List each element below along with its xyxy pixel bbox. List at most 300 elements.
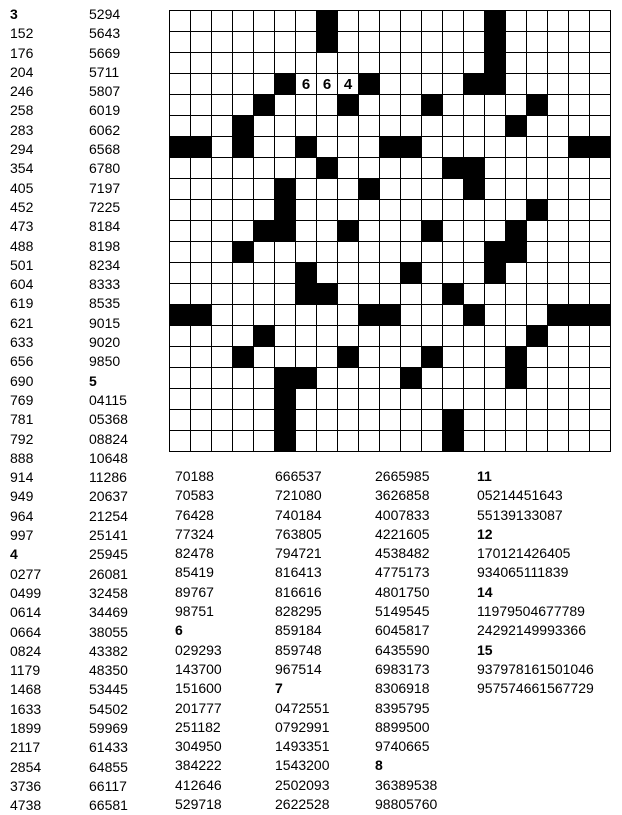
grid-cell[interactable] xyxy=(338,11,359,32)
grid-cell[interactable] xyxy=(590,242,611,263)
grid-cell[interactable] xyxy=(296,32,317,53)
grid-cell[interactable] xyxy=(464,116,485,137)
grid-cell[interactable] xyxy=(485,137,506,158)
grid-cell[interactable] xyxy=(443,221,464,242)
grid-cell[interactable] xyxy=(590,158,611,179)
grid-cell[interactable] xyxy=(569,368,590,389)
grid-cell[interactable] xyxy=(233,74,254,95)
grid-cell[interactable] xyxy=(170,284,191,305)
grid-cell[interactable] xyxy=(191,200,212,221)
grid-cell[interactable] xyxy=(506,179,527,200)
grid-cell[interactable] xyxy=(380,221,401,242)
grid-cell[interactable] xyxy=(317,242,338,263)
grid-cell[interactable] xyxy=(275,137,296,158)
grid-cell[interactable] xyxy=(548,32,569,53)
grid-cell[interactable] xyxy=(443,347,464,368)
grid-cell[interactable] xyxy=(422,431,443,452)
grid-cell[interactable] xyxy=(590,389,611,410)
grid-cell[interactable] xyxy=(233,200,254,221)
grid-cell[interactable] xyxy=(233,431,254,452)
grid-cell[interactable] xyxy=(212,200,233,221)
grid-cell[interactable] xyxy=(422,242,443,263)
grid-cell[interactable] xyxy=(338,200,359,221)
grid-cell[interactable] xyxy=(317,95,338,116)
grid-cell[interactable] xyxy=(548,263,569,284)
grid-cell[interactable] xyxy=(275,263,296,284)
grid-cell[interactable] xyxy=(254,347,275,368)
grid-cell[interactable] xyxy=(296,179,317,200)
grid-cell[interactable] xyxy=(254,179,275,200)
grid-cell[interactable] xyxy=(548,347,569,368)
grid-cell[interactable] xyxy=(485,347,506,368)
grid-cell[interactable] xyxy=(317,326,338,347)
grid-cell[interactable] xyxy=(569,95,590,116)
grid-cell[interactable] xyxy=(527,137,548,158)
grid-cell[interactable] xyxy=(317,137,338,158)
grid-cell[interactable] xyxy=(170,158,191,179)
grid-cell[interactable] xyxy=(464,53,485,74)
grid-cell[interactable] xyxy=(485,179,506,200)
grid-cell[interactable] xyxy=(548,389,569,410)
grid-cell[interactable] xyxy=(275,305,296,326)
grid-cell[interactable] xyxy=(359,116,380,137)
grid-cell[interactable] xyxy=(464,95,485,116)
grid-cell[interactable] xyxy=(338,326,359,347)
grid-cell[interactable] xyxy=(233,263,254,284)
grid-cell[interactable] xyxy=(527,179,548,200)
grid-cell[interactable] xyxy=(527,11,548,32)
grid-cell[interactable] xyxy=(506,53,527,74)
grid-cell[interactable] xyxy=(527,74,548,95)
grid-cell[interactable] xyxy=(212,368,233,389)
grid-cell[interactable] xyxy=(254,200,275,221)
grid-cell[interactable] xyxy=(485,158,506,179)
grid-cell[interactable] xyxy=(506,11,527,32)
grid-cell[interactable] xyxy=(590,32,611,53)
grid-cell[interactable] xyxy=(191,53,212,74)
grid-cell[interactable]: 6 xyxy=(317,74,338,95)
grid-cell[interactable] xyxy=(422,368,443,389)
grid-cell[interactable] xyxy=(443,179,464,200)
grid-cell[interactable] xyxy=(317,200,338,221)
grid-cell[interactable] xyxy=(317,347,338,368)
grid-cell[interactable] xyxy=(296,95,317,116)
grid-cell[interactable] xyxy=(338,284,359,305)
grid-cell[interactable] xyxy=(380,431,401,452)
grid-cell[interactable] xyxy=(338,305,359,326)
grid-cell[interactable] xyxy=(359,95,380,116)
grid-cell[interactable] xyxy=(170,179,191,200)
grid-cell[interactable] xyxy=(401,74,422,95)
grid-cell[interactable] xyxy=(380,53,401,74)
grid-cell[interactable] xyxy=(359,53,380,74)
grid-cell[interactable] xyxy=(590,116,611,137)
grid-cell[interactable] xyxy=(401,326,422,347)
grid-cell[interactable] xyxy=(443,116,464,137)
grid-cell[interactable] xyxy=(506,431,527,452)
grid-cell[interactable] xyxy=(170,410,191,431)
grid-cell[interactable] xyxy=(464,221,485,242)
grid-cell[interactable] xyxy=(443,95,464,116)
grid-cell[interactable] xyxy=(569,284,590,305)
grid-cell[interactable] xyxy=(254,305,275,326)
grid-cell[interactable] xyxy=(548,431,569,452)
grid-cell[interactable] xyxy=(590,284,611,305)
grid-cell[interactable] xyxy=(548,242,569,263)
grid-cell[interactable] xyxy=(359,263,380,284)
grid-cell[interactable] xyxy=(527,32,548,53)
grid-cell[interactable] xyxy=(254,11,275,32)
grid-cell[interactable] xyxy=(506,410,527,431)
grid-cell[interactable] xyxy=(548,53,569,74)
grid-cell[interactable] xyxy=(296,431,317,452)
grid-cell[interactable] xyxy=(317,368,338,389)
grid-cell[interactable] xyxy=(170,242,191,263)
grid-cell[interactable] xyxy=(191,368,212,389)
grid-cell[interactable] xyxy=(590,347,611,368)
grid-cell[interactable] xyxy=(422,116,443,137)
grid-cell[interactable] xyxy=(569,158,590,179)
grid-cell[interactable] xyxy=(569,221,590,242)
grid-cell[interactable] xyxy=(569,389,590,410)
grid-cell[interactable] xyxy=(548,410,569,431)
grid-cell[interactable] xyxy=(527,53,548,74)
grid-cell[interactable] xyxy=(191,389,212,410)
grid-cell[interactable] xyxy=(338,137,359,158)
grid-cell[interactable] xyxy=(254,74,275,95)
grid-cell[interactable] xyxy=(548,179,569,200)
grid-cell[interactable] xyxy=(422,200,443,221)
grid-cell[interactable] xyxy=(380,95,401,116)
grid-cell[interactable] xyxy=(401,242,422,263)
grid-cell[interactable] xyxy=(590,221,611,242)
grid-cell[interactable] xyxy=(485,305,506,326)
grid-cell[interactable] xyxy=(548,221,569,242)
grid-cell[interactable] xyxy=(191,410,212,431)
grid-cell[interactable] xyxy=(422,11,443,32)
grid-cell[interactable] xyxy=(506,137,527,158)
grid-cell[interactable] xyxy=(380,200,401,221)
grid-cell[interactable] xyxy=(338,242,359,263)
grid-cell[interactable] xyxy=(548,95,569,116)
grid-cell[interactable] xyxy=(296,347,317,368)
grid-cell[interactable] xyxy=(296,305,317,326)
grid-cell[interactable] xyxy=(401,53,422,74)
grid-cell[interactable] xyxy=(212,389,233,410)
grid-cell[interactable] xyxy=(212,242,233,263)
grid-cell[interactable] xyxy=(212,74,233,95)
grid-cell[interactable] xyxy=(338,158,359,179)
grid-cell[interactable] xyxy=(359,389,380,410)
grid-cell[interactable] xyxy=(338,53,359,74)
grid-cell[interactable] xyxy=(191,95,212,116)
grid-cell[interactable] xyxy=(191,284,212,305)
grid-cell[interactable] xyxy=(380,179,401,200)
grid-cell[interactable] xyxy=(464,431,485,452)
grid-cell[interactable] xyxy=(485,431,506,452)
grid-cell[interactable] xyxy=(569,116,590,137)
grid-cell[interactable] xyxy=(527,347,548,368)
grid-cell[interactable] xyxy=(527,158,548,179)
grid-cell[interactable] xyxy=(590,11,611,32)
grid-cell[interactable] xyxy=(338,410,359,431)
grid-cell[interactable] xyxy=(212,11,233,32)
grid-cell[interactable] xyxy=(296,410,317,431)
grid-cell[interactable] xyxy=(359,158,380,179)
grid-cell[interactable] xyxy=(254,431,275,452)
grid-cell[interactable] xyxy=(359,368,380,389)
grid-cell[interactable] xyxy=(233,95,254,116)
grid-cell[interactable] xyxy=(548,368,569,389)
grid-cell[interactable] xyxy=(275,242,296,263)
grid-cell[interactable] xyxy=(191,326,212,347)
grid-cell[interactable] xyxy=(212,221,233,242)
grid-cell[interactable] xyxy=(485,410,506,431)
grid-cell[interactable] xyxy=(569,431,590,452)
grid-cell[interactable] xyxy=(548,74,569,95)
grid-cell[interactable] xyxy=(485,326,506,347)
grid-cell[interactable] xyxy=(443,263,464,284)
grid-cell[interactable] xyxy=(254,410,275,431)
grid-cell[interactable] xyxy=(380,389,401,410)
grid-cell[interactable] xyxy=(275,347,296,368)
grid-cell[interactable] xyxy=(569,179,590,200)
grid-cell[interactable] xyxy=(212,305,233,326)
grid-cell[interactable] xyxy=(485,95,506,116)
grid-cell[interactable] xyxy=(506,158,527,179)
grid-cell[interactable] xyxy=(443,305,464,326)
grid-cell[interactable] xyxy=(443,242,464,263)
grid-cell[interactable] xyxy=(569,11,590,32)
grid-cell[interactable] xyxy=(569,74,590,95)
grid-cell[interactable] xyxy=(191,158,212,179)
grid-cell[interactable] xyxy=(443,11,464,32)
grid-cell[interactable] xyxy=(296,116,317,137)
grid-cell[interactable] xyxy=(506,95,527,116)
grid-cell[interactable] xyxy=(359,221,380,242)
grid-cell[interactable] xyxy=(401,305,422,326)
grid-cell[interactable] xyxy=(422,53,443,74)
grid-cell[interactable] xyxy=(527,242,548,263)
grid-cell[interactable] xyxy=(401,158,422,179)
grid-cell[interactable] xyxy=(191,116,212,137)
grid-cell[interactable] xyxy=(464,389,485,410)
grid-cell[interactable] xyxy=(464,284,485,305)
grid-cell[interactable] xyxy=(233,284,254,305)
grid-cell[interactable] xyxy=(317,389,338,410)
grid-cell[interactable] xyxy=(548,200,569,221)
grid-cell[interactable] xyxy=(170,221,191,242)
grid-cell[interactable] xyxy=(485,284,506,305)
grid-cell[interactable] xyxy=(254,116,275,137)
grid-cell[interactable] xyxy=(254,284,275,305)
grid-cell[interactable] xyxy=(233,32,254,53)
grid-cell[interactable] xyxy=(569,326,590,347)
grid-cell[interactable] xyxy=(464,410,485,431)
grid-cell[interactable] xyxy=(233,53,254,74)
grid-cell[interactable] xyxy=(485,368,506,389)
grid-cell[interactable] xyxy=(590,95,611,116)
grid-cell[interactable] xyxy=(464,326,485,347)
grid-cell[interactable] xyxy=(422,158,443,179)
grid-cell[interactable]: 6 xyxy=(296,74,317,95)
grid-cell[interactable] xyxy=(380,326,401,347)
grid-cell[interactable] xyxy=(275,326,296,347)
grid-cell[interactable] xyxy=(506,305,527,326)
grid-cell[interactable] xyxy=(422,284,443,305)
grid-cell[interactable] xyxy=(233,326,254,347)
grid-cell[interactable] xyxy=(569,32,590,53)
grid-cell[interactable] xyxy=(338,32,359,53)
grid-cell[interactable] xyxy=(590,368,611,389)
grid-cell[interactable] xyxy=(590,179,611,200)
grid-cell[interactable] xyxy=(296,158,317,179)
grid-cell[interactable] xyxy=(380,410,401,431)
grid-cell[interactable] xyxy=(464,11,485,32)
grid-cell[interactable] xyxy=(296,200,317,221)
grid-cell[interactable] xyxy=(338,179,359,200)
grid-cell[interactable] xyxy=(233,389,254,410)
grid-cell[interactable] xyxy=(317,53,338,74)
grid-cell[interactable] xyxy=(338,263,359,284)
grid-cell[interactable] xyxy=(464,368,485,389)
grid-cell[interactable] xyxy=(191,347,212,368)
grid-cell[interactable] xyxy=(191,11,212,32)
grid-cell[interactable] xyxy=(380,158,401,179)
grid-cell[interactable] xyxy=(464,347,485,368)
grid-cell[interactable] xyxy=(170,53,191,74)
grid-cell[interactable] xyxy=(422,326,443,347)
grid-cell[interactable] xyxy=(422,305,443,326)
grid-cell[interactable] xyxy=(275,32,296,53)
grid-cell[interactable] xyxy=(464,200,485,221)
grid-cell[interactable] xyxy=(443,200,464,221)
grid-cell[interactable] xyxy=(527,221,548,242)
grid-cell[interactable] xyxy=(170,389,191,410)
grid-cell[interactable] xyxy=(212,284,233,305)
grid-cell[interactable] xyxy=(380,32,401,53)
grid-cell[interactable] xyxy=(569,242,590,263)
grid-cell[interactable] xyxy=(338,431,359,452)
grid-cell[interactable] xyxy=(506,32,527,53)
grid-cell[interactable] xyxy=(296,242,317,263)
grid-cell[interactable] xyxy=(254,242,275,263)
grid-cell[interactable] xyxy=(359,137,380,158)
grid-cell[interactable] xyxy=(212,116,233,137)
grid-cell[interactable] xyxy=(401,410,422,431)
grid-cell[interactable] xyxy=(170,431,191,452)
grid-cell[interactable] xyxy=(254,32,275,53)
grid-cell[interactable] xyxy=(485,389,506,410)
grid-cell[interactable] xyxy=(170,347,191,368)
grid-cell[interactable] xyxy=(569,200,590,221)
grid-cell[interactable] xyxy=(317,116,338,137)
grid-cell[interactable] xyxy=(233,221,254,242)
grid-cell[interactable] xyxy=(590,200,611,221)
grid-cell[interactable] xyxy=(380,284,401,305)
grid-cell[interactable] xyxy=(548,11,569,32)
grid-cell[interactable] xyxy=(443,53,464,74)
grid-cell[interactable] xyxy=(527,368,548,389)
grid-cell[interactable] xyxy=(170,326,191,347)
grid-cell[interactable] xyxy=(275,95,296,116)
grid-cell[interactable] xyxy=(464,242,485,263)
grid-cell[interactable] xyxy=(191,431,212,452)
grid-cell[interactable] xyxy=(212,95,233,116)
grid-cell[interactable] xyxy=(464,263,485,284)
grid-cell[interactable] xyxy=(275,116,296,137)
grid-cell[interactable] xyxy=(359,11,380,32)
grid-cell[interactable] xyxy=(590,431,611,452)
grid-cell[interactable] xyxy=(170,368,191,389)
grid-cell[interactable] xyxy=(548,158,569,179)
grid-cell[interactable] xyxy=(485,221,506,242)
grid-cell[interactable] xyxy=(380,11,401,32)
grid-cell[interactable] xyxy=(506,200,527,221)
grid-cell[interactable] xyxy=(422,32,443,53)
grid-cell[interactable] xyxy=(590,326,611,347)
grid-cell[interactable] xyxy=(191,32,212,53)
grid-cell[interactable] xyxy=(527,116,548,137)
grid-cell[interactable] xyxy=(506,284,527,305)
grid-cell[interactable] xyxy=(233,11,254,32)
grid-cell[interactable] xyxy=(359,431,380,452)
grid-cell[interactable] xyxy=(233,368,254,389)
grid-cell[interactable] xyxy=(590,74,611,95)
grid-cell[interactable] xyxy=(191,263,212,284)
grid-cell[interactable] xyxy=(527,410,548,431)
grid-cell[interactable] xyxy=(191,74,212,95)
grid-cell[interactable] xyxy=(590,53,611,74)
grid-cell[interactable] xyxy=(401,116,422,137)
grid-cell[interactable] xyxy=(317,410,338,431)
grid-cell[interactable] xyxy=(359,242,380,263)
grid-cell[interactable] xyxy=(254,368,275,389)
grid-cell[interactable] xyxy=(401,389,422,410)
grid-cell[interactable] xyxy=(275,158,296,179)
grid-cell[interactable] xyxy=(317,305,338,326)
grid-cell[interactable] xyxy=(254,137,275,158)
grid-cell[interactable] xyxy=(422,179,443,200)
grid-cell[interactable] xyxy=(527,305,548,326)
grid-cell[interactable] xyxy=(317,431,338,452)
grid-cell[interactable] xyxy=(401,11,422,32)
grid-cell[interactable] xyxy=(233,410,254,431)
grid-cell[interactable] xyxy=(464,137,485,158)
grid-cell[interactable] xyxy=(548,137,569,158)
grid-cell[interactable] xyxy=(317,263,338,284)
grid-cell[interactable] xyxy=(380,116,401,137)
grid-cell[interactable] xyxy=(191,242,212,263)
grid-cell[interactable] xyxy=(170,95,191,116)
grid-cell[interactable]: 4 xyxy=(338,74,359,95)
grid-cell[interactable] xyxy=(422,263,443,284)
grid-cell[interactable] xyxy=(212,410,233,431)
grid-cell[interactable] xyxy=(422,389,443,410)
grid-cell[interactable] xyxy=(359,284,380,305)
grid-cell[interactable] xyxy=(317,179,338,200)
grid-cell[interactable] xyxy=(212,347,233,368)
grid-cell[interactable] xyxy=(296,389,317,410)
grid-cell[interactable] xyxy=(401,200,422,221)
grid-cell[interactable] xyxy=(296,221,317,242)
grid-cell[interactable] xyxy=(212,179,233,200)
grid-cell[interactable] xyxy=(380,263,401,284)
grid-cell[interactable] xyxy=(506,389,527,410)
grid-cell[interactable] xyxy=(401,221,422,242)
grid-cell[interactable] xyxy=(275,284,296,305)
grid-cell[interactable] xyxy=(338,389,359,410)
